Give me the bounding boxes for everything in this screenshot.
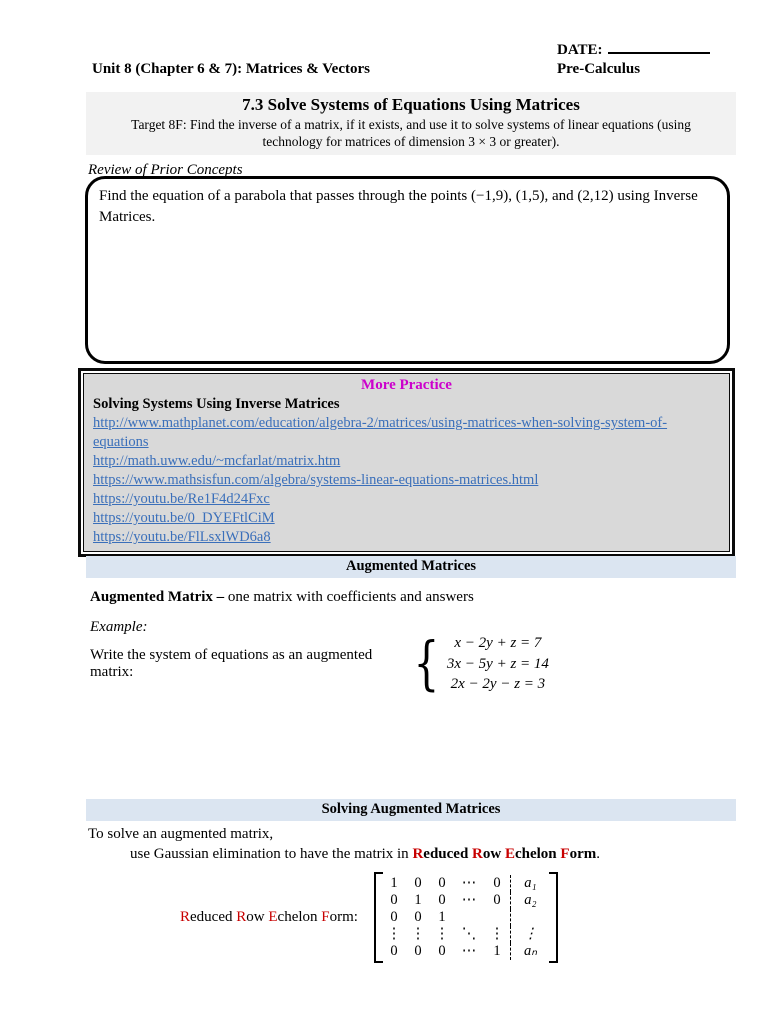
lesson-title-band	[86, 92, 736, 155]
rref-matrix	[374, 872, 558, 963]
rref-red-letter: R	[472, 846, 483, 862]
rref-display	[180, 872, 558, 963]
matrix-cell: 0	[493, 875, 501, 891]
example-label: Example:	[90, 619, 148, 635]
rref-label-colon: :	[353, 909, 358, 925]
matrix-cell	[510, 909, 550, 926]
practice-link-youtube-2[interactable]: https://youtu.be/0_DYEFtlCiM	[93, 510, 275, 526]
matrix-cell: 1	[390, 875, 398, 891]
matrix-cell: 0	[438, 892, 446, 908]
augmented-matrix-definition	[90, 589, 474, 606]
matrix-cell: 1	[438, 909, 446, 925]
date-blank-line	[608, 40, 710, 54]
section-banner-solving-augmented: Solving Augmented Matrices	[86, 799, 736, 821]
matrix-cell: 0	[438, 875, 446, 891]
equation-3: 2x − 2y − z = 3	[450, 676, 546, 692]
unit-title: Unit 8 (Chapter 6 & 7): Matrices & Vectors	[92, 61, 370, 77]
line2-suffix: .	[596, 846, 600, 862]
more-practice-title: More Practice	[361, 377, 452, 393]
definition-term: Augmented Matrix –	[90, 589, 225, 605]
matrix-cell: ⋮	[386, 926, 402, 942]
rref-word: chelon	[514, 846, 561, 862]
matrix-cell: ⋱	[461, 926, 477, 942]
more-practice-subtitle: Solving Systems Using Inverse Matrices	[93, 396, 340, 412]
equation-1: x − 2y + z = 7	[454, 635, 542, 651]
matrix-cell: ⋯	[461, 875, 477, 891]
matrix-cell: ⋯	[461, 943, 477, 959]
matrix-cell: ⋮	[410, 926, 426, 942]
section-banner-augmented-matrices: Augmented Matrices	[86, 556, 736, 578]
matrix-cell: 0	[390, 892, 398, 908]
matrix-cell: 0	[390, 943, 398, 959]
rref-red-letter: F	[560, 846, 570, 862]
practice-link-uww[interactable]: http://math.uww.edu/~mcfarlat/matrix.htm	[93, 453, 341, 469]
more-practice-inner	[83, 373, 730, 552]
matrix-cell: ⋮	[510, 926, 550, 943]
date-line	[557, 40, 710, 59]
matrix-cell: 0	[414, 909, 422, 925]
matrix-cell	[454, 909, 484, 926]
practice-link-mathsisfun[interactable]: https://www.mathsisfun.com/algebra/systems-linear-equations-matrices.html	[93, 472, 539, 488]
date-label: DATE:	[557, 42, 603, 58]
matrix-cell: 1	[414, 892, 422, 908]
left-brace-glyph: {	[413, 629, 440, 698]
rref-word: orm	[569, 846, 597, 862]
matrix-cell: 0	[493, 892, 501, 908]
matrix-cell	[484, 909, 510, 926]
matrix-cell: ⋯	[461, 892, 477, 908]
practice-link-youtube-3[interactable]: https://youtu.be/FlLsxlWD6a8	[93, 529, 271, 545]
rref-word: ow	[246, 909, 269, 925]
equation-2: 3x − 5y + z = 14	[446, 655, 549, 672]
rref-word: ow	[482, 846, 505, 862]
rref-word: orm	[329, 909, 354, 925]
definition-text: one matrix with coefficients and answers	[227, 589, 474, 605]
matrix-cell: 0	[438, 943, 446, 959]
rref-red-letter: R	[236, 909, 247, 925]
system-of-equations	[90, 629, 549, 698]
review-heading: Review of Prior Concepts	[88, 162, 243, 178]
matrix-cell: 0	[390, 909, 398, 925]
rref-red-letter: F	[321, 909, 330, 925]
lesson-target: Target 8F: Find the inverse of a matrix, if it exists, and use it to solve systems of linear equations (using technology for matrices of dimension 3 × 3 or greater).	[131, 117, 691, 149]
rref-red-letter: R	[412, 846, 424, 862]
rref-matrix-grid	[382, 875, 550, 960]
solving-instruction-line2	[130, 846, 600, 863]
system-prompt: Write the system of equations as an augmented matrix:	[90, 646, 373, 680]
rref-red-letter: E	[504, 846, 515, 862]
matrix-cell: 0	[414, 875, 422, 891]
rref-red-letter: R	[180, 909, 191, 925]
equation-list	[447, 633, 549, 695]
rref-red-letter: E	[268, 909, 278, 925]
matrix-cell: 1	[493, 943, 501, 959]
matrix-cell: a₁	[510, 875, 550, 892]
lesson-title: 7.3 Solve Systems of Equations Using Matrices	[242, 95, 580, 114]
matrix-cell: aₙ	[510, 943, 550, 960]
practice-link-youtube-1[interactable]: https://youtu.be/Re1F4d24Fxc	[93, 491, 270, 507]
line2-prefix: use Gaussian elimination to have the matrix in	[130, 846, 413, 862]
review-problem-text: Find the equation of a parabola that passes through the points (−1,9), (1,5), and (2,12) using Inverse Matrices.	[99, 188, 698, 225]
rref-word: educed	[190, 909, 237, 925]
matrix-cell: ⋮	[489, 926, 505, 942]
matrix-cell: a₂	[510, 892, 550, 909]
review-problem-box	[85, 176, 730, 364]
practice-link-mathplanet[interactable]: http://www.mathplanet.com/education/algebra-2/matrices/using-matrices-when-solving-system-of-equations	[93, 415, 668, 450]
rref-word: educed	[423, 846, 473, 862]
rref-label	[180, 909, 358, 926]
matrix-cell: 0	[414, 943, 422, 959]
matrix-cell: ⋮	[434, 926, 450, 942]
rref-word: chelon	[277, 909, 322, 925]
solving-instruction-line1: To solve an augmented matrix,	[88, 826, 274, 842]
course-label: Pre-Calculus	[557, 61, 641, 77]
more-practice-box	[78, 368, 735, 557]
